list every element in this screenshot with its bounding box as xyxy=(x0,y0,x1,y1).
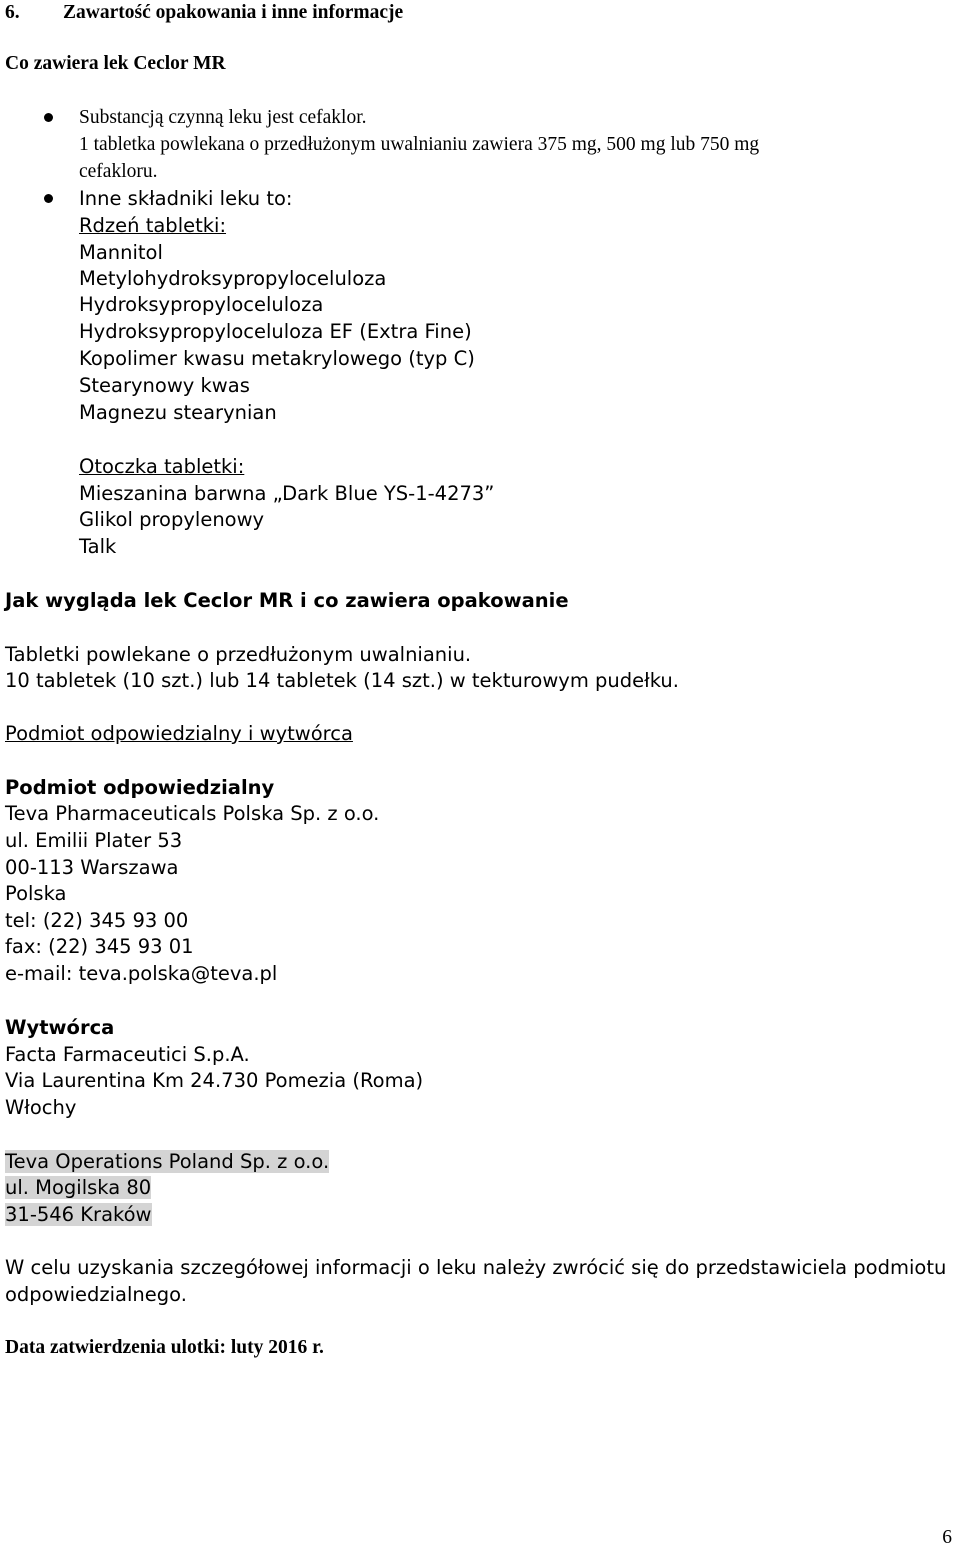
core-item: Stearynowy kwas xyxy=(79,374,250,397)
manufacturer-line: Włochy xyxy=(5,1096,77,1119)
what-contains-heading: Co zawiera lek Ceclor MR xyxy=(5,53,226,74)
manufacturer2-city: 31-546 Kraków xyxy=(5,1203,152,1226)
other-ingredients-label: Inne składniki leku to: xyxy=(79,187,293,210)
responsible-line: Polska xyxy=(5,882,67,905)
responsible-line: Teva Pharmaceuticals Polska Sp. z o.o. xyxy=(5,802,380,825)
appearance-line: Tabletki powlekane o przedłużonym uwalnianiu. xyxy=(5,643,472,666)
core-item: Hydroksypropyloceluloza xyxy=(79,293,324,316)
responsible-line: 00-113 Warszawa xyxy=(5,856,179,879)
page-number: 6 xyxy=(942,1527,952,1548)
pack-size-line: 10 tabletek (10 szt.) lub 14 tabletek (14 szt.) w tekturowym pudełku. xyxy=(5,669,679,692)
manufacturer2-line xyxy=(5,1149,329,1175)
manufacturer2-line xyxy=(5,1175,151,1201)
section-title: Zawartość opakowania i inne informacje xyxy=(63,2,404,23)
section-heading xyxy=(5,0,403,26)
active-substance-text: Substancją czynną leku jest cefaklor. xyxy=(79,107,367,128)
core-label: Rdzeń tabletki: xyxy=(79,214,227,237)
core-item: Hydroksypropyloceluloza EF (Extra Fine) xyxy=(79,320,472,343)
core-item: Mannitol xyxy=(79,241,163,264)
coat-item: Glikol propylenowy xyxy=(79,508,265,531)
contact-note: W celu uzyskania szczegółowej informacji o leku należy zwrócić się do przedstawiciela podmiotu xyxy=(5,1256,947,1279)
manufacturer-line: Facta Farmaceutici S.p.A. xyxy=(5,1043,250,1066)
core-item: Kopolimer kwasu metakrylowego (typ C) xyxy=(79,347,475,370)
responsible-subheading: Podmiot odpowiedzialny xyxy=(5,776,275,799)
responsible-phone: tel: (22) 345 93 00 xyxy=(5,909,189,932)
responsible-fax: fax: (22) 345 93 01 xyxy=(5,935,194,958)
responsible-heading: Podmiot odpowiedzialny i wytwórca xyxy=(5,722,353,745)
manufacturer-line: Via Laurentina Km 24.730 Pomezia (Roma) xyxy=(5,1069,424,1092)
manufacturer2-line xyxy=(5,1202,152,1228)
approval-date: Data zatwierdzenia ulotki: luty 2016 r. xyxy=(5,1337,324,1358)
coat-label: Otoczka tabletki: xyxy=(79,455,245,478)
bullet-icon xyxy=(44,113,53,122)
manufacturer2-name: Teva Operations Poland Sp. z o.o. xyxy=(5,1150,330,1173)
appearance-heading: Jak wygląda lek Ceclor MR i co zawiera opakowanie xyxy=(5,589,569,612)
manufacturer2-street: ul. Mogilska 80 xyxy=(5,1176,152,1199)
tablet-content-text-cont: cefakloru. xyxy=(79,161,158,182)
contact-note-cont: odpowiedzialnego. xyxy=(5,1283,187,1306)
responsible-line: ul. Emilii Plater 53 xyxy=(5,829,183,852)
coat-item: Talk xyxy=(79,535,117,558)
manufacturer-heading: Wytwórca xyxy=(5,1016,115,1039)
core-item: Magnezu stearynian xyxy=(79,401,277,424)
coat-item: Mieszanina barwna „Dark Blue YS-1-4273” xyxy=(79,482,495,505)
core-item: Metylohydroksypropyloceluloza xyxy=(79,267,387,290)
tablet-content-text: 1 tabletka powlekana o przedłużonym uwalnianiu zawiera 375 mg, 500 mg lub 750 mg xyxy=(79,134,760,155)
section-number: 6. xyxy=(5,2,20,23)
responsible-email: e-mail: teva.polska@teva.pl xyxy=(5,962,278,985)
bullet-icon xyxy=(44,194,53,203)
